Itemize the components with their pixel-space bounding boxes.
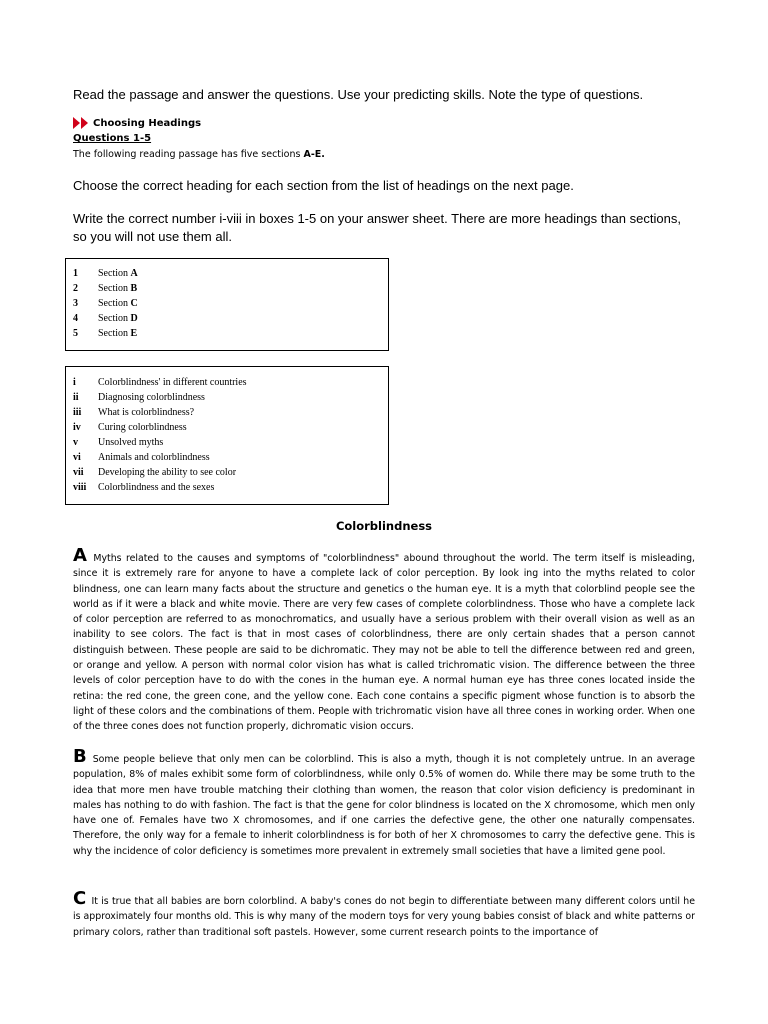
section-c-paragraph — [73, 888, 695, 940]
section-text: It is true that all babies are born colorblind. A baby's cones do not begin to differentiate between many different colors until he is approximately four months old. This is why many of the modern toys for very young babies consist of black and white patterns or primary colors, rather than traditional soft pastels. However, some current research points to the importance of — [73, 896, 695, 938]
heading-row: iv Curing colorblindness — [73, 422, 187, 433]
question-box — [65, 258, 389, 351]
section-a-paragraph — [73, 545, 696, 735]
question-row: 3 Section C — [73, 298, 138, 309]
question-type-label: Choosing Headings — [93, 117, 202, 129]
question-row: 1 Section A — [73, 268, 138, 279]
instruction-2: Write the correct number i-viii in boxes 1-5 on your answer sheet. There are more headings than sections, so you will not use them all. — [73, 211, 681, 244]
heading-row: viii Colorblindness and the sexes — [73, 482, 215, 493]
headings-box — [65, 366, 389, 505]
sections-note — [73, 149, 325, 160]
question-type-heading — [73, 117, 201, 129]
heading-row: i Colorblindness' in different countries — [73, 377, 247, 388]
heading-row: vi Animals and colorblindness — [73, 452, 210, 463]
question-row: 2 Section B — [73, 283, 138, 294]
heading-row: vii Developing the ability to see color — [73, 467, 237, 478]
instruction-1: Choose the correct heading for each section from the list of headings on the next page. — [73, 178, 574, 193]
section-text: Some people believe that only men can be colorblind. This is also a myth, though it is not completely untrue. In an average population, 8% of males exhibit some form of colorblindness, while only 0.5% of women do. While there may be some truth to the idea that more men have trouble matching their clothing than women, the reason that color vision deficiency is predominant in males has nothing to do with fashion. The fact is that the gene for color blindness is located on the X chromosome, which men only have one of. Females have two X chromosomes, and if one carries the defective gene, the other one naturally compensates. Therefore, the only way for a female to inherit colorblindness is for both of her X chromosomes to carry the defective gene. This is why the incidence of color deficiency is sometimes more prevalent in extremely small societies that have a limited gene pool. — [73, 754, 695, 857]
heading-row: v Unsolved myths — [73, 437, 164, 448]
section-b-paragraph — [73, 746, 695, 859]
section-text: Myths related to the causes and symptoms of "colorblindness" abound throughout the world. The term itself is misleading, since it is extremely rare for anyone to have a complete lack of color perception. By look ing into the myths related to color blindness, one can learn many facts about the structure and genetics o the human eye. It is a myth that colorblind people see the world as if it were a black and white movie. There are very few cases of complete colorblindness. Those who have a complete lack of color perception are referred to as monochromatics, and usually have a serious problem with their overall vision as well as an inability to see colors. The fact is that in most cases of colorblindness, there are only certain shades that a person cannot distinguish between. These people are said to be dichromatic. They may not be able to tell the difference between red and green, or orange and yellow. A person with normal color vision has what is called trichromatic vision. The difference between the three levels of color perception have to do with the cones in the human eye. A normal human eye has three cones located inside the retina: the red cone, the green cone, and the yellow cone. Each cone contains a specific pigment whose function is to absorb the light of these colors and the combinations of them. People with trichromatic vision have all three cones in working order. When one of the three cones does not function properly, dichromatic vision occurs. — [73, 553, 696, 733]
heading-row: iii What is colorblindness? — [73, 407, 195, 418]
question-row: 4 Section D — [73, 313, 138, 324]
intro-text: Read the passage and answer the questions. Use your predicting skills. Note the type of questions. — [73, 87, 644, 102]
passage-title: Colorblindness — [335, 519, 433, 533]
double-arrow-icon — [73, 117, 89, 129]
section-letter: C — [73, 888, 87, 909]
question-row: 5 Section E — [73, 328, 138, 339]
section-letter: B — [73, 746, 87, 767]
heading-row: ii Diagnosing colorblindness — [73, 392, 205, 403]
sections-note-text: The following reading passage has five sections — [73, 149, 301, 160]
question-range: Questions 1-5 — [73, 133, 152, 144]
section-letter: A — [73, 545, 87, 566]
sections-range: A-E. — [303, 149, 325, 160]
